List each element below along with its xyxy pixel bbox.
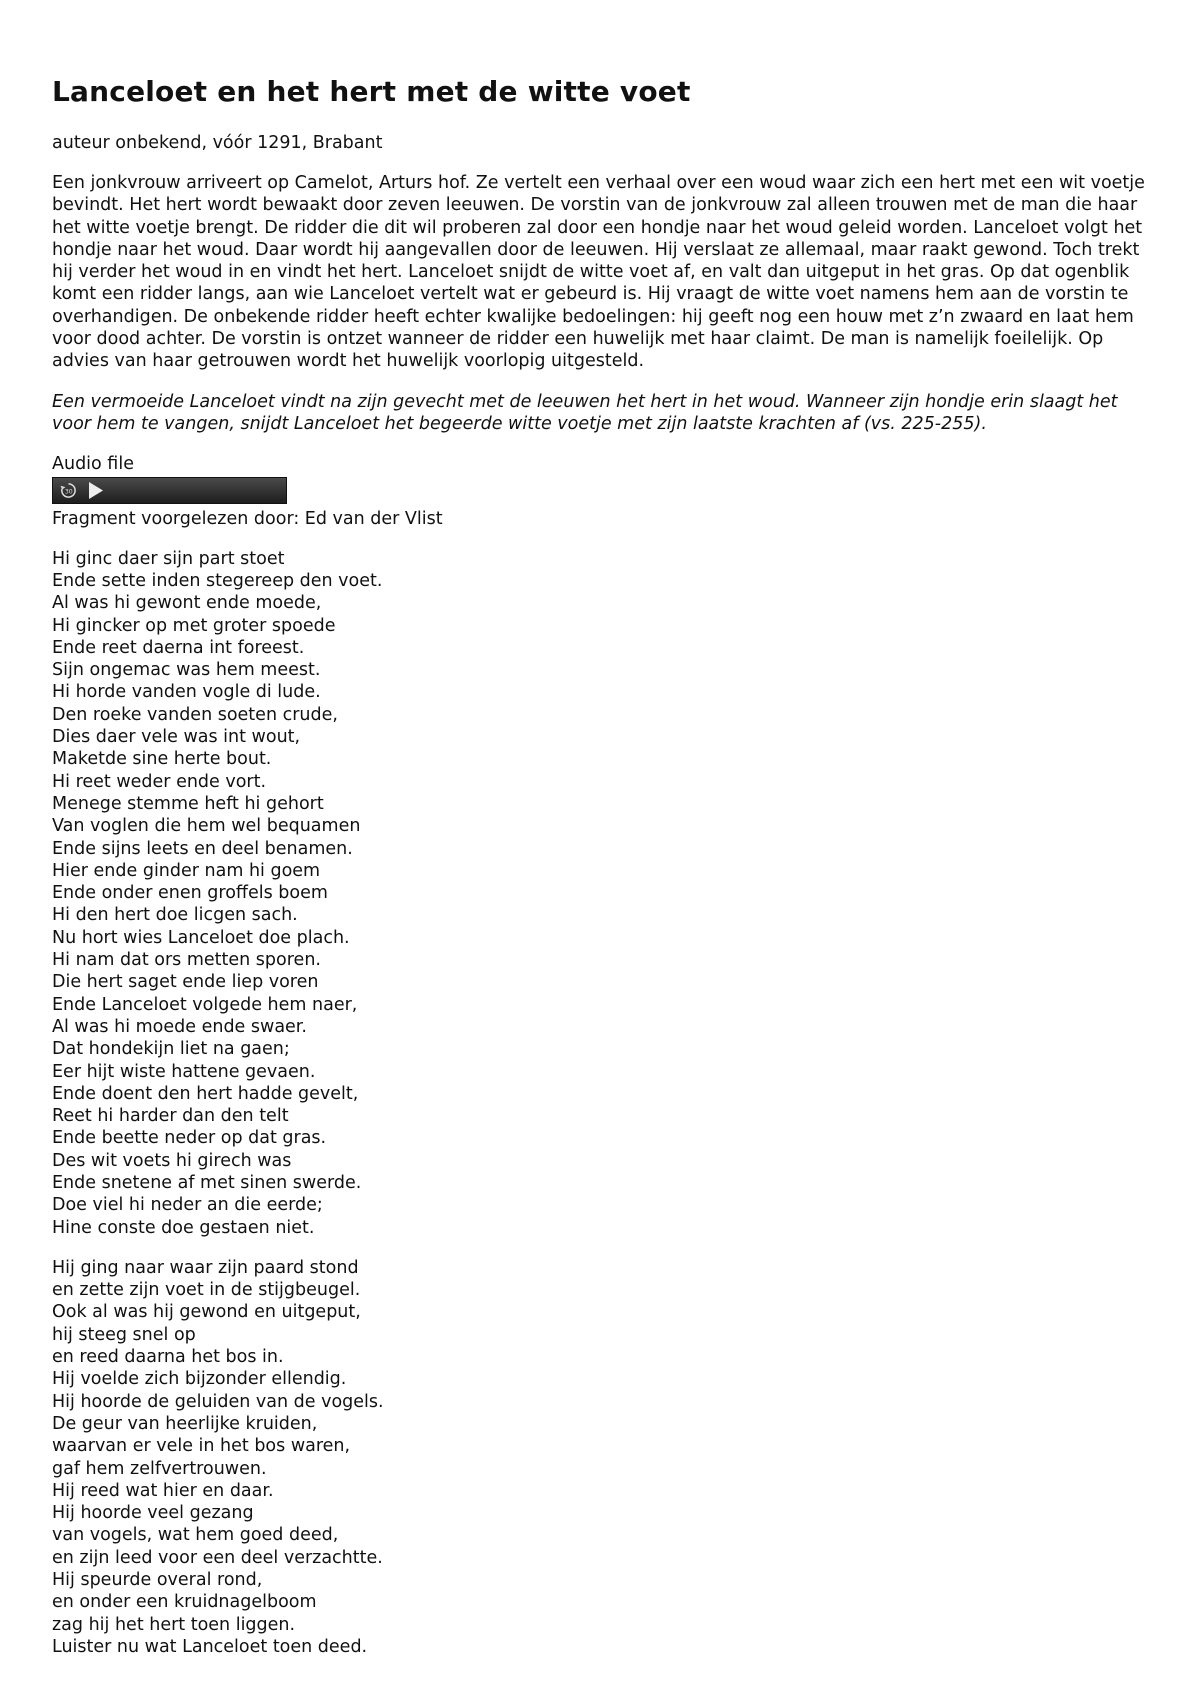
svg-text:30: 30: [64, 488, 73, 496]
document-page: [52, 74, 1162, 1658]
poem-original-line: Ende doent den hert hadde gevelt,: [52, 1083, 359, 1104]
poem-original-line: Maketde sine herte bout.: [52, 749, 272, 770]
poem-translation-line: van vogels, wat hem goed deed,: [52, 1525, 339, 1546]
poem-original-line: Sijn ongemac was hem meest.: [52, 660, 321, 681]
poem-translation-line: Ook al was hij gewond en uitgeput,: [52, 1302, 361, 1323]
poem-translation-line: en onder een kruidnagelboom: [52, 1592, 317, 1613]
poem-translation-line: en reed daarna het bos in.: [52, 1347, 284, 1368]
poem-original: [52, 548, 1162, 1239]
poem-original-line: Ende Lanceloet volgede hem naer,: [52, 994, 358, 1015]
play-icon[interactable]: [88, 481, 104, 500]
poem-original-line: Ende snetene af met sinen swerde.: [52, 1172, 362, 1193]
summary-paragraph: Een jonkvrouw arriveert op Camelot, Arturs hof. Ze vertelt een verhaal over een woud waar zich een hert met een wit voetje bevindt. Het hert wordt bewaakt door zeven leeuwen. De vorstin van de jonkvrouw zal alleen trouwen met de man die haar het witte voetje brengt. De ridder die dit wil proberen zal door een hondje naar het woud geleid worden. Lanceloet volgt het hondje naar het woud. Daar wordt hij aangevallen door de leeuwen. Hij verslaat ze allemaal, maar raakt gewond. Toch trekt hij verder het woud in en vindt het hert. Lanceloet snijdt de witte voet af, en valt dan uitgeput in het gras. Op dat ogenblik komt een ridder langs, aan wie Lanceloet vertelt wat er gebeurd is. Hij vraagt de witte voet namens hem aan de vorstin te overhandigen. De onbekende ridder heeft echter kwalijke bedoelingen: hij geeft nog een houw met z’n zwaard en laat hem voor dood achter. De vorstin is ontzet wanneer de ridder een huwelijk met haar claimt. De man is namelijk foeilelijk. Op advies van haar getrouwen wordt het huwelijk voorlopig uitgesteld.: [52, 173, 1145, 372]
poem-translation-line: gaf hem zelfvertrouwen.: [52, 1458, 267, 1479]
poem-original-line: Ende reet daerna int foreest.: [52, 637, 305, 658]
author-meta: auteur onbekend, vóór 1291, Brabant: [52, 133, 383, 153]
poem-original-line: Al was hi moede ende swaer.: [52, 1016, 307, 1037]
poem-translation-line: Hij hoorde de geluiden van de vogels.: [52, 1391, 384, 1412]
poem-translation-line: waarvan er vele in het bos waren,: [52, 1436, 351, 1457]
poem-translation: [52, 1257, 1162, 1658]
poem-original-line: Hi horde vanden vogle di lude.: [52, 682, 321, 703]
poem-original-line: Ende sijns leets en deel benamen.: [52, 838, 353, 859]
poem-translation-line: Hij reed wat hier en daar.: [52, 1480, 274, 1501]
poem-original-line: Ende sette inden stegereep den voet.: [52, 570, 383, 591]
poem-original-line: Hier ende ginder nam hi goem: [52, 860, 321, 881]
poem-translation-line: zag hij het hert toen liggen.: [52, 1614, 296, 1635]
poem-translation-line: en zijn leed voor een deel verzachtte.: [52, 1547, 383, 1568]
poem-original-line: Doe viel hi neder an die eerde;: [52, 1195, 323, 1216]
poem-original-line: Hi gincker op met groter spoede: [52, 615, 336, 636]
poem-original-line: Reet hi harder dan den telt: [52, 1106, 289, 1127]
audio-file-label: Audio file: [52, 453, 134, 474]
poem-original-line: Des wit voets hi girech was: [52, 1150, 292, 1171]
poem-original-line: Hi den hert doe licgen sach.: [52, 905, 298, 926]
poem-original-line: Hi reet weder ende vort.: [52, 771, 267, 792]
poem-translation-line: Luister nu wat Lanceloet toen deed.: [52, 1636, 368, 1657]
poem-original-line: Menege stemme heft hi gehort: [52, 793, 324, 814]
poem-original-line: Nu hort wies Lanceloet doe plach.: [52, 927, 350, 948]
poem-original-line: Hine conste doe gestaen niet.: [52, 1217, 315, 1238]
poem-translation-line: Hij speurde overal rond,: [52, 1570, 263, 1591]
poem-translation-line: Hij ging naar waar zijn paard stond: [52, 1257, 359, 1278]
page-title: Lanceloet en het hert met de witte voet: [52, 75, 691, 108]
poem-translation-line: De geur van heerlijke kruiden,: [52, 1413, 318, 1434]
poem-translation-line: Hij voelde zich bijzonder ellendig.: [52, 1369, 347, 1390]
poem-translation-line: Hij hoorde veel gezang: [52, 1503, 254, 1524]
reader-credit: Fragment voorgelezen door: Ed van der Vlist: [52, 508, 443, 529]
poem-original-line: Eer hijt wiste hattene gevaen.: [52, 1061, 316, 1082]
poem-original-line: Dat hondekijn liet na gaen;: [52, 1039, 290, 1060]
poem-original-line: Hi nam dat ors metten sporen.: [52, 950, 321, 971]
fragment-caption: Een vermoeide Lanceloet vindt na zijn gevecht met de leeuwen het hert in het woud. Wanneer zijn hondje erin slaagt het voor hem te vangen, snijdt Lanceloet het begeerde witte voetje met zijn laatste krachten af (vs. 225-255).: [52, 391, 1118, 434]
poem-original-line: Ende beette neder op dat gras.: [52, 1128, 327, 1149]
poem-original-line: Al was hi gewont ende moede,: [52, 593, 322, 614]
poem-translation-line: en zette zijn voet in de stijgbeugel.: [52, 1280, 361, 1301]
poem-original-line: Den roeke vanden soeten crude,: [52, 704, 338, 725]
rewind-30-icon[interactable]: [59, 481, 78, 500]
poem-original-line: Dies daer vele was int wout,: [52, 727, 301, 748]
poem-original-line: Van voglen die hem wel bequamen: [52, 816, 361, 837]
poem-original-line: Ende onder enen groffels boem: [52, 883, 328, 904]
audio-player[interactable]: [52, 477, 287, 504]
poem-original-line: Die hert saget ende liep voren: [52, 972, 319, 993]
poem-original-line: Hi ginc daer sijn part stoet: [52, 548, 285, 569]
poem-translation-line: hij steeg snel op: [52, 1324, 196, 1345]
